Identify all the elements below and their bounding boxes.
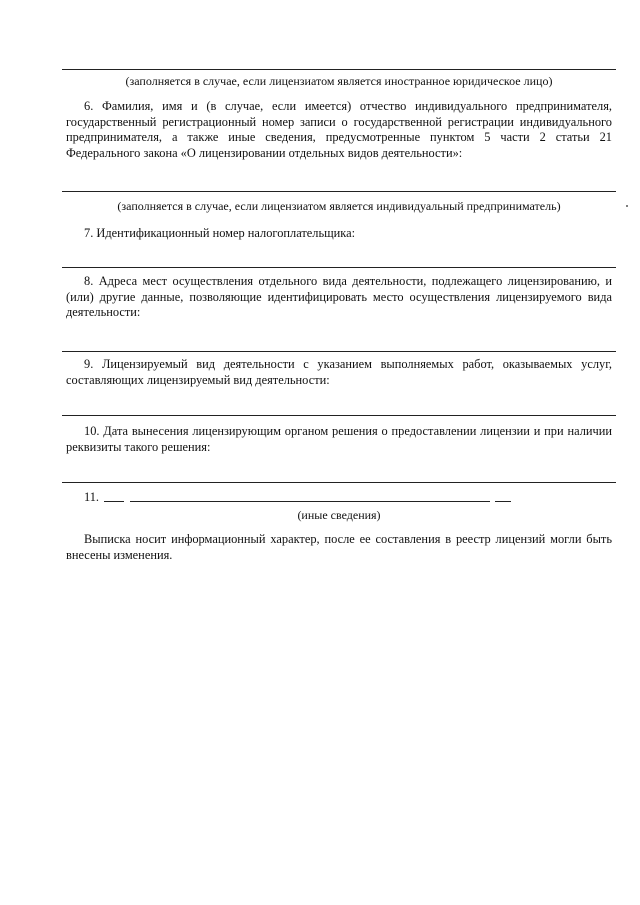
item-11-blank-segment xyxy=(104,501,124,502)
caption-other-info: (иные сведения) xyxy=(297,508,381,522)
item-10-decision-date: 10. Дата вынесения лицензирующим органом решения о предоставлении лицензии и при наличии реквизиты такого решения: xyxy=(66,424,612,454)
scan-speck xyxy=(626,205,628,207)
item-9-licensed-activity: 9. Лицензируемый вид деятельности с указанием выполняемых работ, оказываемых услуг, составляющих лицензируемый вид деятельности: xyxy=(66,357,612,387)
item-7-tax-id: 7. Идентификационный номер налогоплательщика: xyxy=(84,226,356,240)
closing-note: Выписка носит информационный характер, после ее составления в реестр лицензий могли быть внесены изменения. xyxy=(66,532,612,562)
fill-line-activity-addresses xyxy=(62,351,616,352)
item-8-activity-addresses: 8. Адреса мест осуществления отдельного вида деятельности, подлежащего лицензированию, и (или) другие данные, позволяющие идентифицировать место осуществления лицензируемого вида деятельности: xyxy=(66,274,612,319)
fill-line-foreign-entity xyxy=(62,69,616,70)
item-11-blank-line xyxy=(130,501,490,502)
item-6-individual-entrepreneur: 6. Фамилия, имя и (в случае, если имеется) отчество индивидуального предпринимателя, государственный регистрационный номер записи о государственной регистрации индивидуального предпринимателя, а также иные сведения, предусмотренные пунктом 5 части 2 статьи 21 Федерального закона «О лицензировании отдельных видов деятельности»: xyxy=(66,99,612,160)
fill-line-individual-entrepreneur xyxy=(62,191,616,192)
fill-line-tax-id xyxy=(62,267,616,268)
fill-line-licensed-activity xyxy=(62,415,616,416)
caption-individual-entrepreneur: (заполняется в случае, если лицензиатом является индивидуальный предприниматель) xyxy=(117,199,561,213)
item-11-blank-segment xyxy=(495,501,511,502)
fill-line-decision-date xyxy=(62,482,616,483)
item-11-number: 11. xyxy=(84,490,100,504)
caption-foreign-entity: (заполняется в случае, если лицензиатом является иностранное юридическое лицо) xyxy=(125,74,553,88)
